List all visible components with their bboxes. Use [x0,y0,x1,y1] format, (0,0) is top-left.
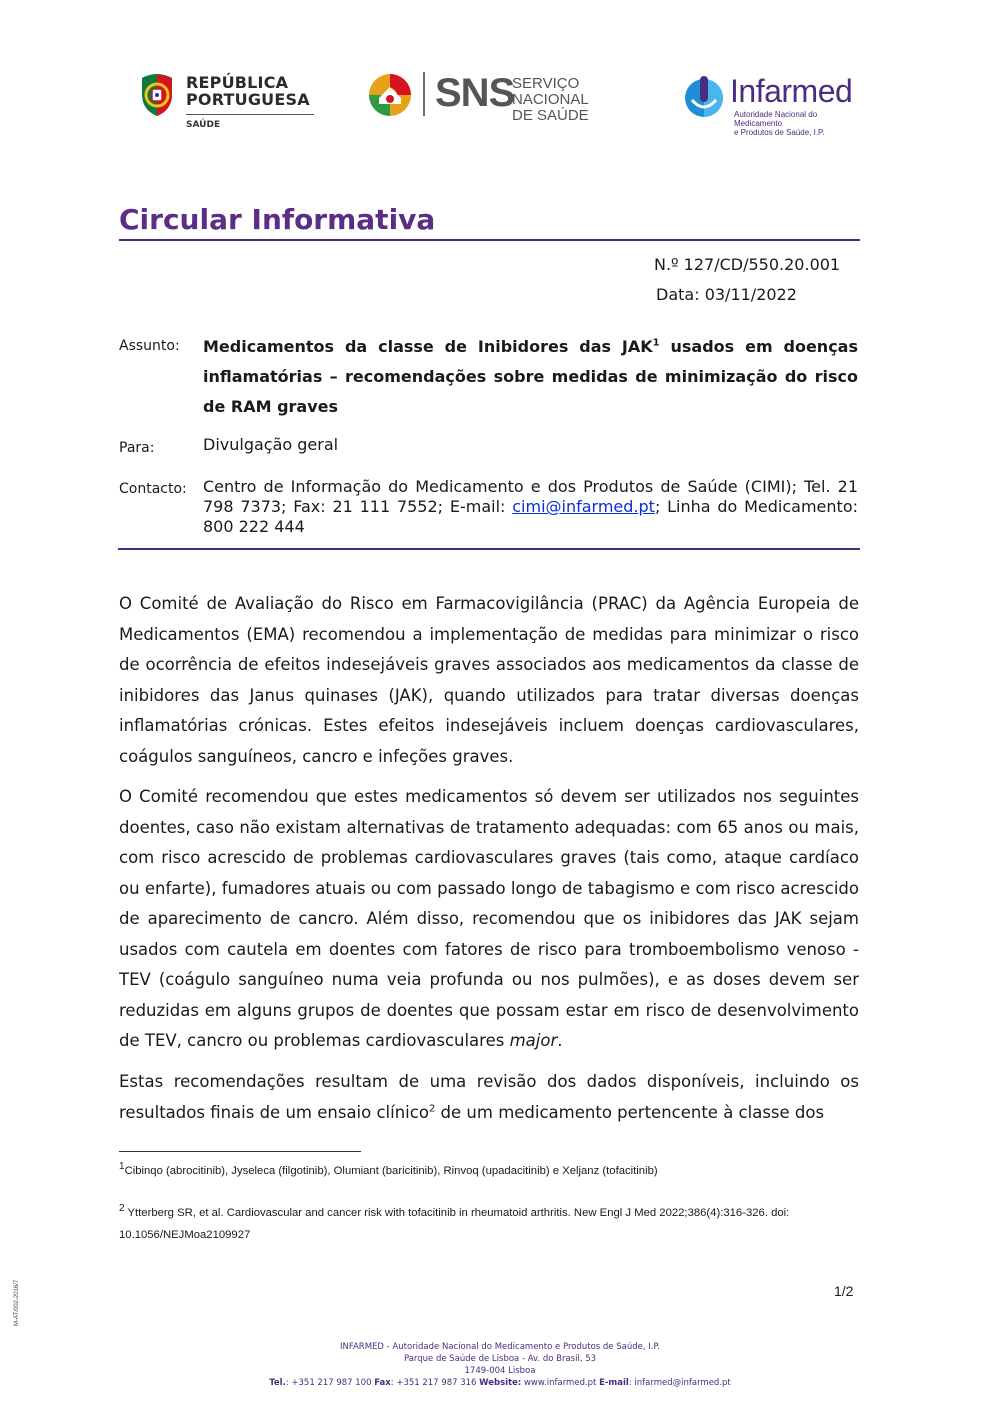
contact-text-part1: Centro de Informação do Medicamento e dos Produtos de Saúde (CIMI); Tel. 21 798 7373; Fax: 21 111 7552; E-mail: [203,477,858,516]
body-paragraph-3 [119,1067,859,1128]
sns-logo [367,70,647,122]
footer-email-label: E-mail [599,1378,629,1388]
rp-divider [186,114,314,115]
footer-contacts [0,1377,1000,1389]
sns-divider [423,72,425,116]
sns-emblem-icon [367,72,413,118]
recipients-label: Para: [119,440,155,456]
body-paragraph-3-part2: de um medicamento pertencente à classe dos [435,1102,825,1122]
rp-subtitle: SAÚDE [186,120,221,130]
sns-wordmark: SNS [435,71,515,115]
contact-label: Contacto: [119,481,187,497]
footnote-1 [119,1160,859,1182]
contact-email-link[interactable]: cimi@infarmed.pt [512,497,655,516]
footnote-2-text: Ytterberg SR, et al. Cardiovascular and cancer risk with tofacitinib in rheumatoid arthritis. New Engl J Med 2022;386(4):316-326. doi: 10.1056/NEJMoa2109927 [119,1207,790,1241]
body-paragraph-1: O Comité de Avaliação do Risco em Farmacovigilância (PRAC) da Agência Europeia de Medicamentos (EMA) recomendou a implementação de medidas para minimizar o risco de ocorrência de efeitos indesejáveis graves associados aos medicamentos da classe de inibidores das Janus quinases (JAK), quando utilizados para tratar diversas doenças inflamatórias crónicas. Estes efeitos indesejáveis incluem doenças cardiovasculares, coágulos sanguíneos, cancro e infeções graves. [119,594,859,766]
footnote-1-text: Cibinqo (abrocitinib), Jyseleca (filgotinib), Olumiant (baricitinib), Rinvoq (upadacitinib) e Xeljanz (tofacitinib) [124,1165,658,1177]
sns-subtitle-line1: SERVIÇO NACIONAL [512,75,589,108]
subject-text-part2: usados em doenças inflamatórias – recomendações sobre medidas de minimização do risco de RAM graves [203,337,859,416]
side-document-code [14,1280,20,1326]
infarmed-emblem-icon [682,74,726,118]
footer-line-3: 1749-004 Lisboa [464,1366,536,1376]
date-value: 03/11/2022 [704,285,797,304]
footer-tel-label: Tel. [269,1378,286,1388]
portugal-emblem-icon [138,72,176,116]
side-document-code-text: M-AT/002-2016/7 [14,1279,20,1326]
contact-text [203,477,858,537]
footer-web-label: Website: [479,1378,522,1388]
footer-fax-value: : +351 217 987 316 [390,1378,480,1388]
subject-text [203,332,858,422]
footer-line-2: Parque de Saúde de Lisboa - Av. do Brasil, 53 [403,1354,597,1364]
sns-subtitle-line2: DE SAÚDE [512,107,589,124]
document-title: Circular Informativa [119,203,436,236]
rp-line2: PORTUGUESA [186,90,310,109]
body-paragraph-2-italic: major [509,1031,558,1050]
subject-label: Assunto: [119,338,180,354]
footer-email-value[interactable]: : infarmed@infarmed.pt [628,1378,731,1388]
infarmed-logo [682,72,867,137]
contact-text-part2: ; Linha do Medicamento: 800 222 444 [203,497,858,536]
body-footnote-ref[interactable]: 2 [428,1103,436,1114]
body-paragraph-2-end: . [557,1031,563,1050]
body-paragraph-3-part1: Estas recomendações resultam de uma revisão dos dados disponíveis, incluindo os resultados finais de um ensaio clínico [119,1072,859,1122]
footer-tel-value: : +351 217 987 100 [285,1378,375,1388]
body-paragraph-2-main: O Comité recomendou que estes medicamentos só devem ser utilizados nos seguintes doentes, caso não existam alternativas de tratamento adequadas: com 65 anos ou mais, com risco acrescido de problemas cardiovasculares graves (tais como, ataque cardíaco ou enfarte), fumadores atuais ou com passado longo de tabagismo e com risco acrescido de aparecimento de cancro. Além disso, recomendou que os inibidores das JAK sejam usados com cautela em doentes com fatores de risco para tromboembolismo venoso - TEV (coágulo sanguíneo numa veia profunda ou nos pulmões), e as doses devem ser reduzidas em alguns grupos de doentes que possam estar em risco de desenvolvimento de TEV, cancro ou problemas cardiovasculares [119,787,859,1050]
subject-footnote-ref[interactable]: 1 [652,337,660,349]
republica-portuguesa-logo [138,70,323,134]
footnote-1-mark: 1 [119,1161,125,1173]
footer-web-value[interactable]: www.infarmed.pt [521,1378,600,1388]
infarmed-tagline-2: e Produtos de Saúde, I.P. [734,128,825,137]
document-date [656,285,797,304]
infarmed-wordmark: Infarmed [730,73,853,109]
footnote-divider [119,1151,361,1152]
infarmed-tagline-1: Autoridade Nacional do Medicamento [734,110,818,128]
footnote-2-mark: 2 [119,1203,125,1215]
footnote-2 [119,1202,859,1246]
subject-text-part1: Medicamentos da classe de Inibidores das JAK [203,337,653,356]
footer-fax-label: Fax [374,1378,391,1388]
rp-line1: REPÚBLICA [186,73,289,92]
page-number: 1/2 [834,1283,854,1299]
metadata-divider [118,548,860,550]
reference-number: N.º 127/CD/550.20.001 [654,255,841,274]
body-paragraph-2 [119,782,859,1057]
footer-line-1: INFARMED - Autoridade Nacional do Medicamento e Produtos de Saúde, I.P. [340,1342,660,1352]
recipients-text: Divulgação geral [203,435,339,454]
title-divider [119,239,860,241]
date-label: Data: [656,285,700,304]
